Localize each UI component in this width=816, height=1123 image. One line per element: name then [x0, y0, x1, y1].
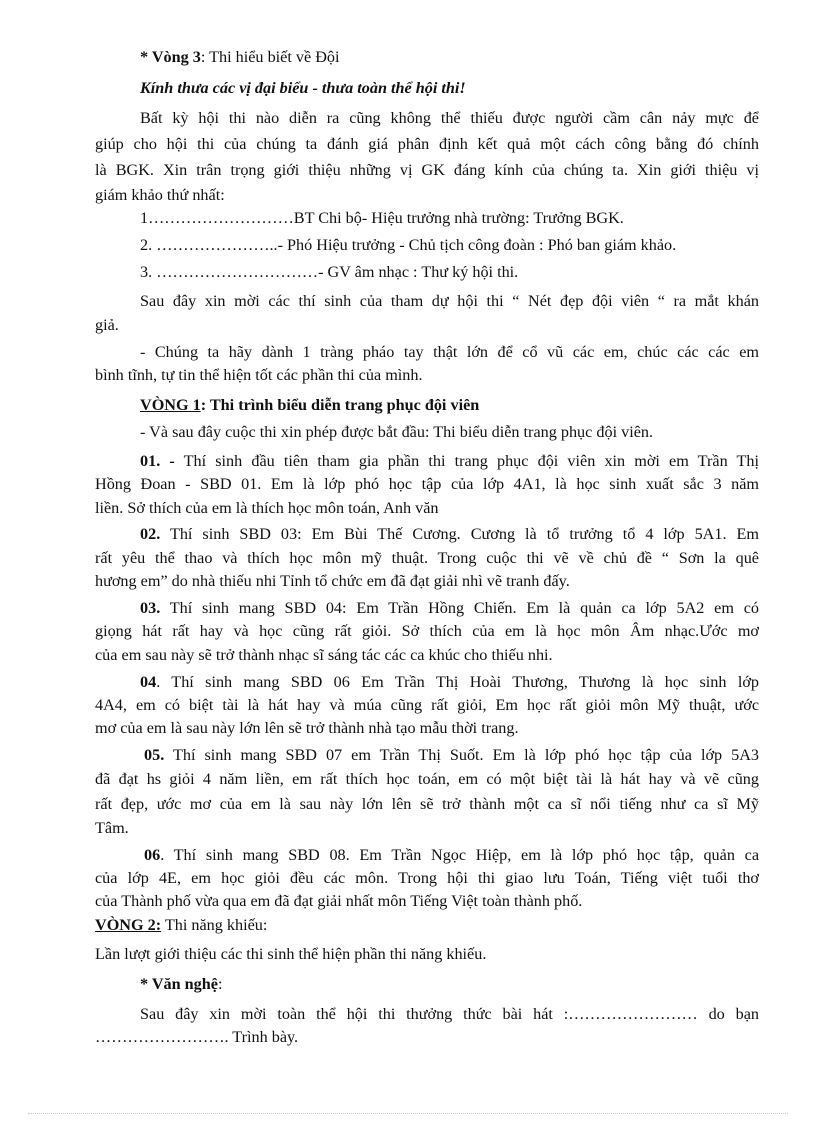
paragraph-line: ……………………. Trình bày. — [95, 1028, 299, 1046]
greeting-line: Kính thưa các vị đại biểu - thưa toàn thể hội thi! — [140, 79, 466, 97]
round3-label: * Vòng 3 — [140, 48, 201, 66]
contestant-02-line: 02. Thí sinh SBD 03: Em Bùi Thế Cương. Cương là tổ trưởng tổ 4 lớp 5A1. Em — [140, 525, 759, 543]
contestant-03-line: 03. Thí sinh mang SBD 04: Em Trần Hồng Chiến. Em là quản ca lớp 5A2 em có — [140, 599, 759, 617]
paragraph-line: Tâm. — [95, 819, 129, 837]
paragraph-line: giúp cho hội thi của chúng ta đánh giá phân định kết quả một cách công bằng đó chính — [95, 135, 759, 153]
round1-heading: VÒNG 1: Thi trình biểu diễn trang phục đội viên — [140, 396, 480, 414]
round1-label: VÒNG 1 — [140, 396, 201, 414]
paragraph-line: rất đẹp, ước mơ của em là sau này lớn lên sẽ trở thành một ca sĩ nổi tiếng như ca sĩ Mỹ — [95, 795, 759, 813]
music-label: * Văn nghệ — [140, 975, 218, 993]
paragraph-line: hương em” do nhà thiếu nhi Tỉnh tổ chức em đã đạt giải nhì vẽ tranh đấy. — [95, 572, 570, 590]
contestant-04-line: 04. Thí sinh mang SBD 06 Em Trần Thị Hoài Thương, Thương là học sinh lớp — [140, 673, 759, 691]
paragraph-line: giọng hát rất hay và học cũng rất giỏi. Sở thích của em là học môn Âm nhạc.Ước mơ — [95, 622, 759, 640]
round2-label: VÒNG 2: — [95, 916, 162, 934]
paragraph-line: liền. Sở thích của em là thích học môn toán, Anh văn — [95, 499, 439, 517]
contestant-01-line: 01. - Thí sinh đầu tiên tham gia phần thi trang phục đội viên xin mời em Trần Thị — [140, 452, 760, 470]
paragraph-line: giám khảo thứ nhất: — [95, 186, 225, 204]
paragraph-line: đã đạt hs giỏi 4 năm liền, em rất thích học toán, em có một biệt tài là hát hay và vẽ cũng — [95, 770, 759, 788]
paragraph-line: là BGK. Xin trân trọng giới thiệu những vị GK đáng kính của chúng ta. Xin giới thiệu vị — [95, 161, 759, 179]
round3-heading: * Vòng 3: Thi hiểu biết về Đội — [140, 48, 340, 66]
contestant-05-line: 05. Thí sinh mang SBD 07 em Trần Thị Suốt. Em là lớp phó học tập của lớp 5A3 — [144, 746, 759, 764]
paragraph-line: giả. — [95, 316, 119, 334]
footer-divider — [28, 1113, 788, 1114]
paragraph-line: - Và sau đây cuộc thi xin phép được bắt đầu: Thi biểu diễn trang phục đội viên. — [140, 423, 654, 441]
judge-line-2: 2. …………………..- Phó Hiệu trưởng - Chủ tịch công đoàn : Phó ban giám khảo. — [140, 236, 677, 254]
paragraph-line: - Chúng ta hãy dành 1 tràng pháo tay thật lớn để cổ vũ các em, chúc các các em — [140, 343, 759, 361]
paragraph-line: Sau đây xin mời các thí sinh của tham dự hội thi “ Nét đẹp đội viên “ ra mắt khán — [140, 292, 759, 310]
paragraph-line: mơ của em là sau này lớn lên sẽ trở thành nhà tạo mẫu thời trang. — [95, 719, 519, 737]
paragraph-line: của em sau này sẽ trở thành nhạc sĩ sáng tác các ca khúc cho thiếu nhi. — [95, 646, 553, 664]
judge-line-1: 1………………………BT Chi bộ- Hiệu trưởng nhà trường: Trưởng BGK. — [140, 209, 624, 227]
paragraph-line: bình tĩnh, tự tin thể hiện tốt các phần thi của mình. — [95, 366, 423, 384]
paragraph-line: 4A4, em có biệt tài là hát hay và múa cũng rất giỏi, Em học rất giỏi môn Mỹ thuật, ước — [95, 696, 759, 714]
paragraph-line: rất yêu thể thao và thích học môn mỹ thuật. Trong cuộc thi vẽ về chủ đề “ Sơn la quê — [95, 549, 759, 567]
paragraph-line: Sau đây xin mời toàn thể hội thi thưởng thức bài hát :…………………… do bạn — [140, 1005, 759, 1023]
paragraph-line: Hồng Đoan - SBD 01. Em là lớp phó học tập của lớp 4A1, là học sinh xuất sắc 3 năm — [95, 475, 759, 493]
paragraph-line: của Thành phố vừa qua em đã đạt giải nhất môn Tiếng Việt toàn thành phố. — [95, 892, 583, 910]
paragraph-line: Bất kỳ hội thi nào diễn ra cũng không thể thiếu được người cầm cân nảy mực để — [140, 109, 759, 127]
music-heading: * Văn nghệ: — [140, 975, 223, 993]
judge-line-3: 3. …………………………- GV âm nhạc : Thư ký hội thi. — [140, 263, 519, 281]
contestant-06-line: 06. Thí sinh mang SBD 08. Em Trần Ngọc Hiệp, em là lớp phó học tập, quản ca — [144, 846, 759, 864]
paragraph-line: Lần lượt giới thiệu các thi sinh thể hiện phần thi năng khiếu. — [95, 945, 487, 963]
paragraph-line: của lớp 4E, em học giỏi đều các môn. Trong hội thi giao lưu Toán, Tiếng việt tuổi thơ — [95, 869, 759, 887]
round2-heading: VÒNG 2: Thi năng khiếu: — [95, 916, 268, 934]
